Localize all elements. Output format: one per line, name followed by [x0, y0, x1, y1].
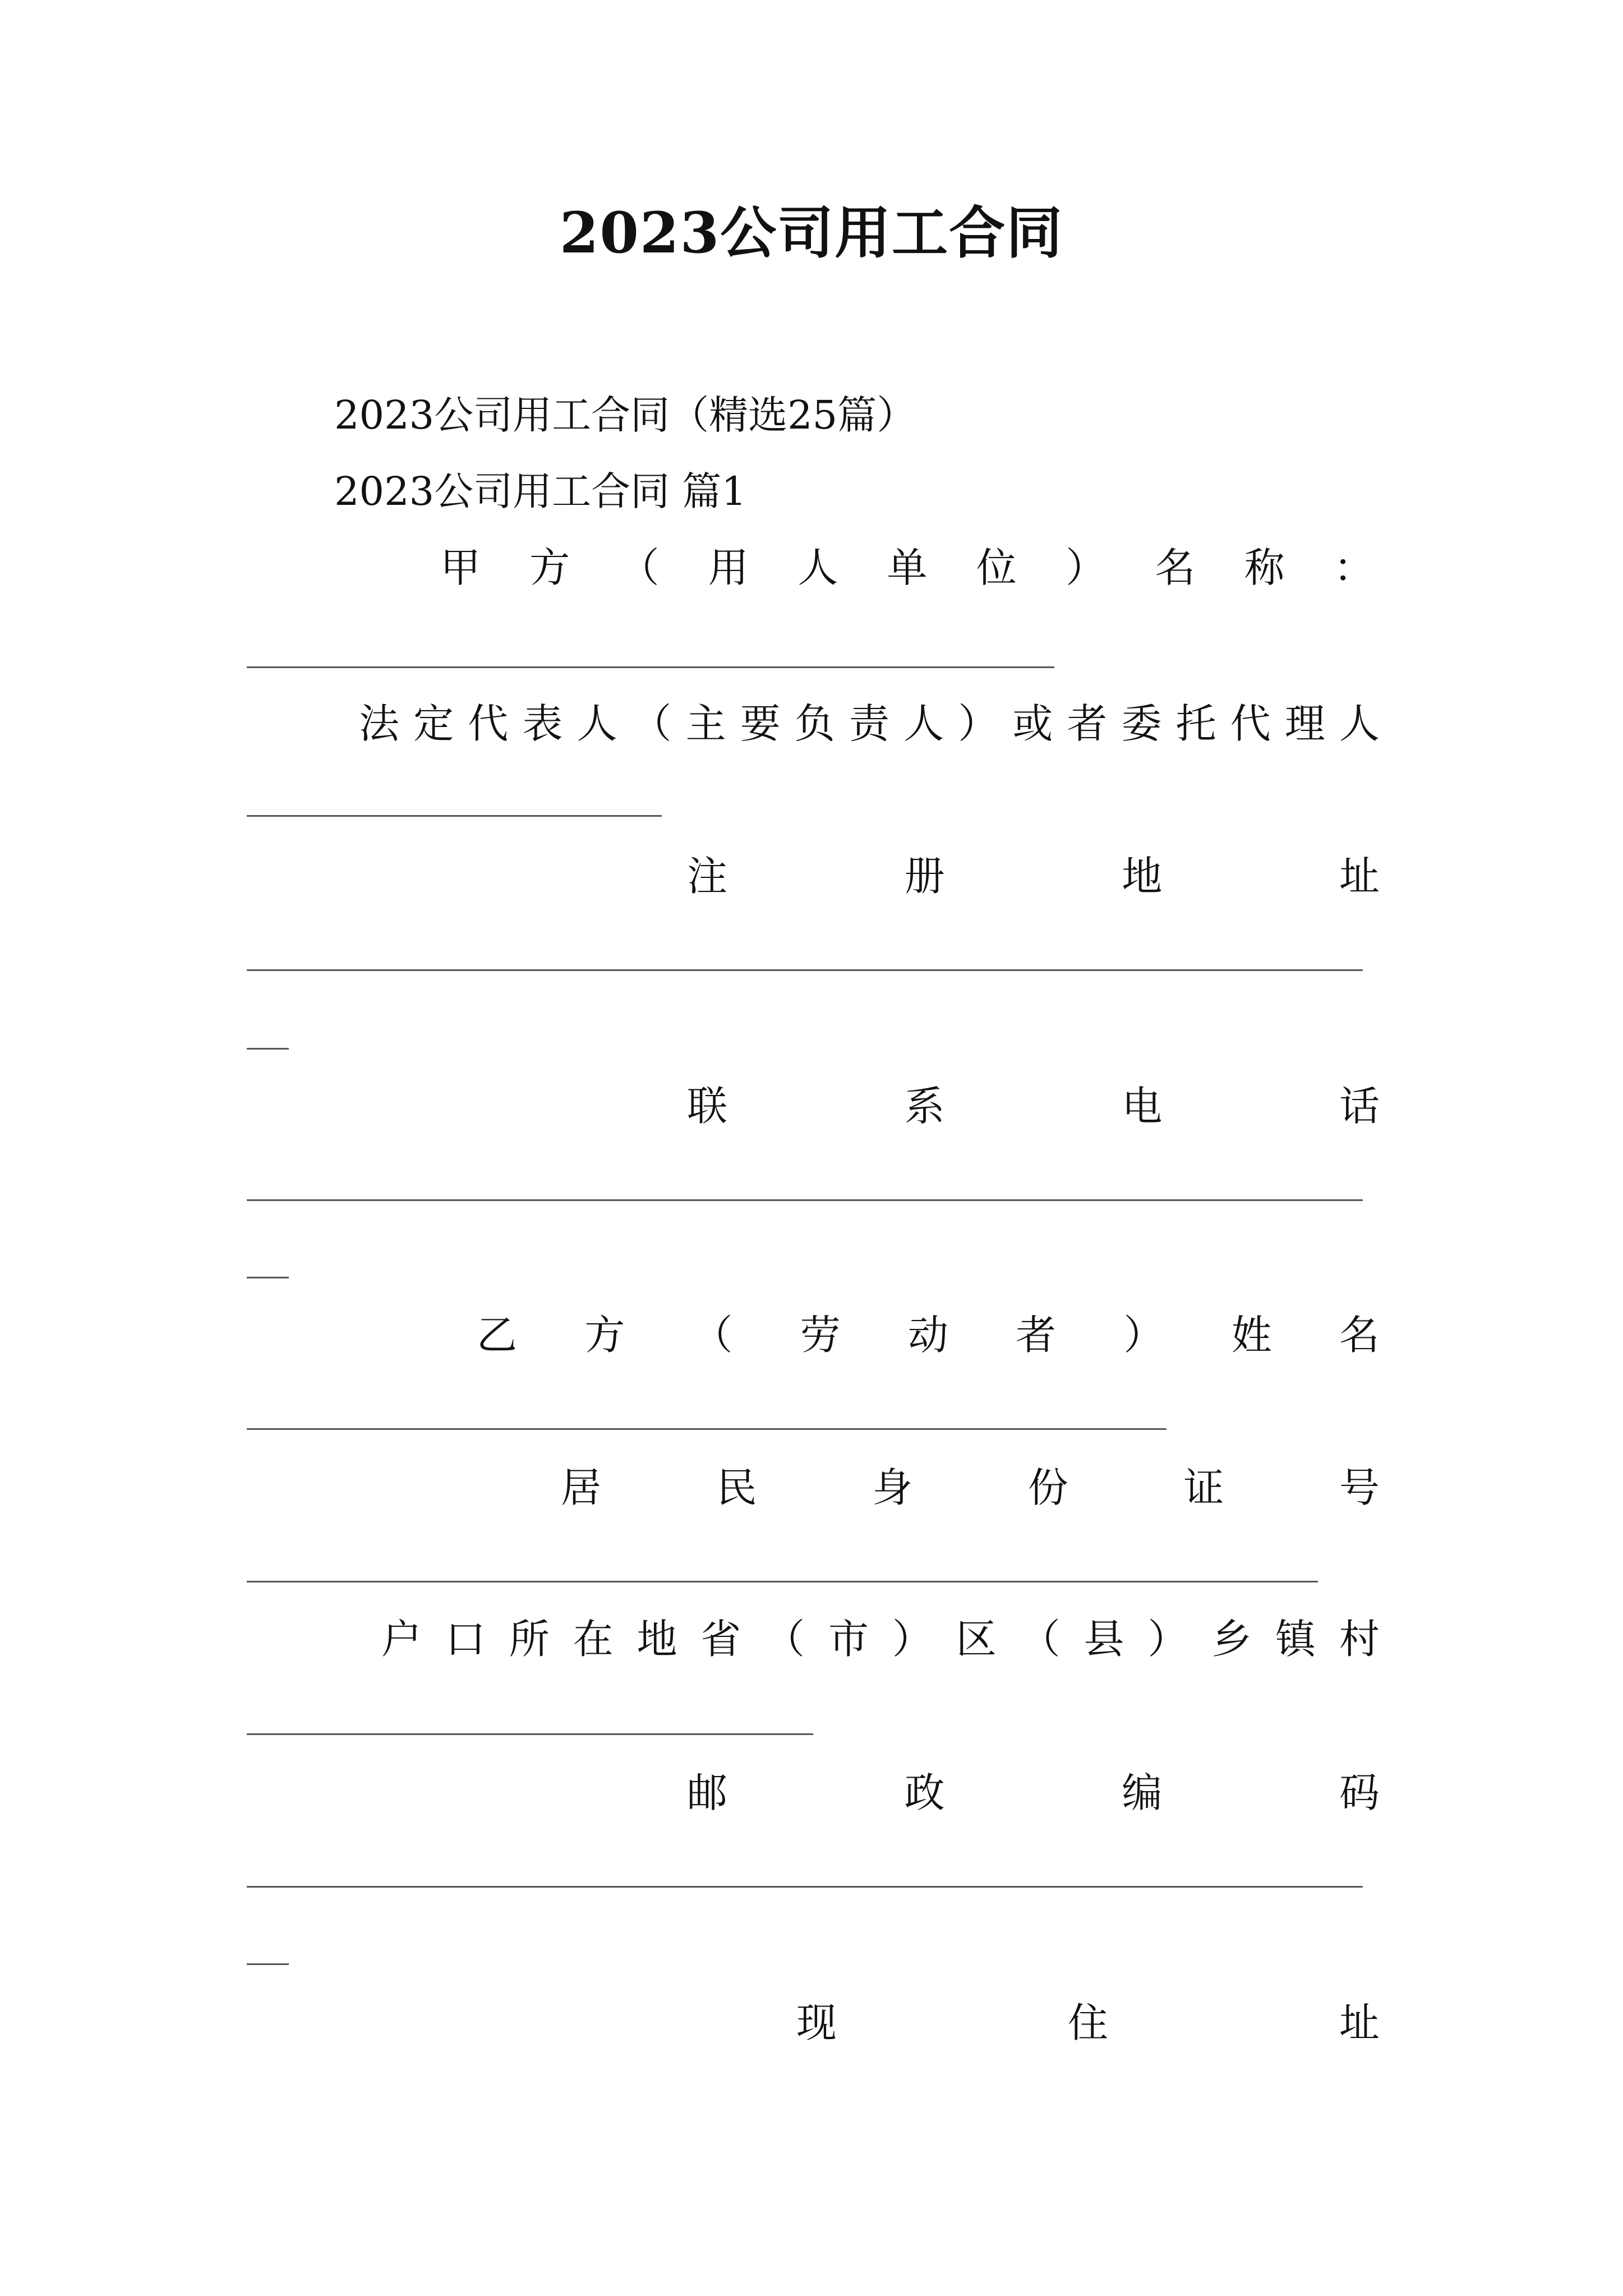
section-heading: 2023公司用工合同 篇1	[334, 468, 746, 514]
label-char: ）	[958, 700, 999, 747]
label-char: 者	[1016, 1312, 1057, 1359]
label-char: 要	[740, 700, 781, 747]
field-label-current-address	[796, 1995, 1380, 2051]
label-char: 乙	[477, 1312, 518, 1359]
fill-line-hukou[interactable]	[247, 1733, 813, 1735]
label-char: 村	[1339, 1616, 1380, 1663]
fill-line-phone[interactable]	[247, 1199, 1363, 1201]
label-char: 表	[522, 700, 563, 747]
label-char: 称	[1244, 544, 1285, 591]
label-char: 托	[1175, 700, 1216, 747]
label-char: 居	[561, 1464, 602, 1511]
label-char: 或	[1012, 700, 1053, 747]
label-char: 份	[1027, 1464, 1068, 1511]
label-char: （	[631, 700, 672, 747]
fill-line-reg-address[interactable]	[247, 969, 1363, 971]
label-char: 系	[904, 1083, 945, 1130]
label-char: ：	[1333, 544, 1374, 591]
fill-line-reg-address-continued[interactable]	[247, 1048, 289, 1050]
label-char: 册	[904, 853, 945, 900]
label-char: 姓	[1231, 1312, 1272, 1359]
label-char: （	[692, 1312, 733, 1359]
document-title: 2023公司用工合同	[559, 200, 1064, 266]
label-char: 注	[687, 853, 728, 900]
label-char: 身	[872, 1464, 913, 1511]
label-char: 法	[359, 700, 400, 747]
label-char: 在	[573, 1616, 614, 1663]
label-char: 码	[1339, 1769, 1380, 1816]
label-char: 人	[903, 700, 944, 747]
field-label-id-number	[561, 1460, 1380, 1516]
field-label-hukou	[381, 1611, 1380, 1667]
label-char: 位	[976, 544, 1017, 591]
field-label-postcode	[687, 1765, 1380, 1821]
label-char: 单	[887, 544, 928, 591]
label-char: 号	[1339, 1464, 1380, 1511]
label-char: 政	[904, 1769, 945, 1816]
label-char: （	[1020, 1616, 1061, 1663]
fill-line-party-a-name[interactable]	[247, 666, 1054, 668]
label-char: 代	[468, 700, 509, 747]
label-char: （	[619, 544, 660, 591]
label-char: 址	[1339, 853, 1380, 900]
label-char: ）	[892, 1616, 933, 1663]
label-char: 区	[956, 1616, 997, 1663]
field-label-reg-address	[687, 848, 1380, 904]
label-char: ）	[1147, 1616, 1188, 1663]
label-char: 人	[577, 700, 617, 747]
label-char: 乡	[1211, 1616, 1252, 1663]
field-label-party-a-name	[440, 540, 1374, 596]
label-char: 劳	[800, 1312, 841, 1359]
label-char: 人	[797, 544, 838, 591]
label-char: 用	[708, 544, 749, 591]
label-char: 名	[1155, 544, 1196, 591]
label-char: 民	[716, 1464, 757, 1511]
field-label-legal-rep	[359, 696, 1380, 752]
label-char: 委	[1121, 700, 1162, 747]
label-char: 话	[1339, 1083, 1380, 1130]
label-char: 住	[1067, 1999, 1108, 2046]
fill-line-party-b-name[interactable]	[247, 1428, 1166, 1430]
label-char: 方	[584, 1312, 625, 1359]
label-char: 现	[796, 1999, 837, 2046]
label-char: 镇	[1275, 1616, 1316, 1663]
label-char: ）	[1066, 544, 1106, 591]
label-char: 电	[1122, 1083, 1163, 1130]
label-char: 地	[1122, 853, 1163, 900]
fill-line-postcode[interactable]	[247, 1886, 1363, 1888]
label-char: 理	[1284, 700, 1325, 747]
fill-line-id-number[interactable]	[247, 1581, 1318, 1582]
label-char: 编	[1122, 1769, 1163, 1816]
label-char: 代	[1230, 700, 1271, 747]
label-char: 动	[907, 1312, 948, 1359]
label-char: 主	[685, 700, 726, 747]
label-char: 址	[1339, 1999, 1380, 2046]
label-char: 县	[1083, 1616, 1124, 1663]
fill-line-phone-continued[interactable]	[247, 1277, 289, 1278]
fill-line-postcode-continued[interactable]	[247, 1963, 289, 1965]
label-char: 口	[445, 1616, 486, 1663]
label-char: 邮	[687, 1769, 728, 1816]
document-subtitle: 2023公司用工合同（精选25篇）	[334, 392, 916, 438]
label-char: 者	[1067, 700, 1108, 747]
label-char: 人	[1339, 700, 1380, 747]
label-char: 负	[794, 700, 835, 747]
label-char: 定	[413, 700, 454, 747]
label-char: 责	[849, 700, 889, 747]
label-char: ）	[1123, 1312, 1164, 1359]
field-label-party-b-name	[477, 1307, 1380, 1363]
label-char: 甲	[440, 544, 481, 591]
fill-line-legal-rep[interactable]	[247, 815, 662, 817]
label-char: 市	[828, 1616, 869, 1663]
label-char: 证	[1183, 1464, 1224, 1511]
field-label-phone	[687, 1078, 1380, 1134]
label-char: （	[764, 1616, 805, 1663]
label-char: 省	[700, 1616, 741, 1663]
label-char: 联	[687, 1083, 728, 1130]
label-char: 名	[1339, 1312, 1380, 1359]
label-char: 地	[637, 1616, 677, 1663]
label-char: 方	[529, 544, 570, 591]
label-char: 户	[381, 1616, 422, 1663]
label-char: 所	[509, 1616, 550, 1663]
